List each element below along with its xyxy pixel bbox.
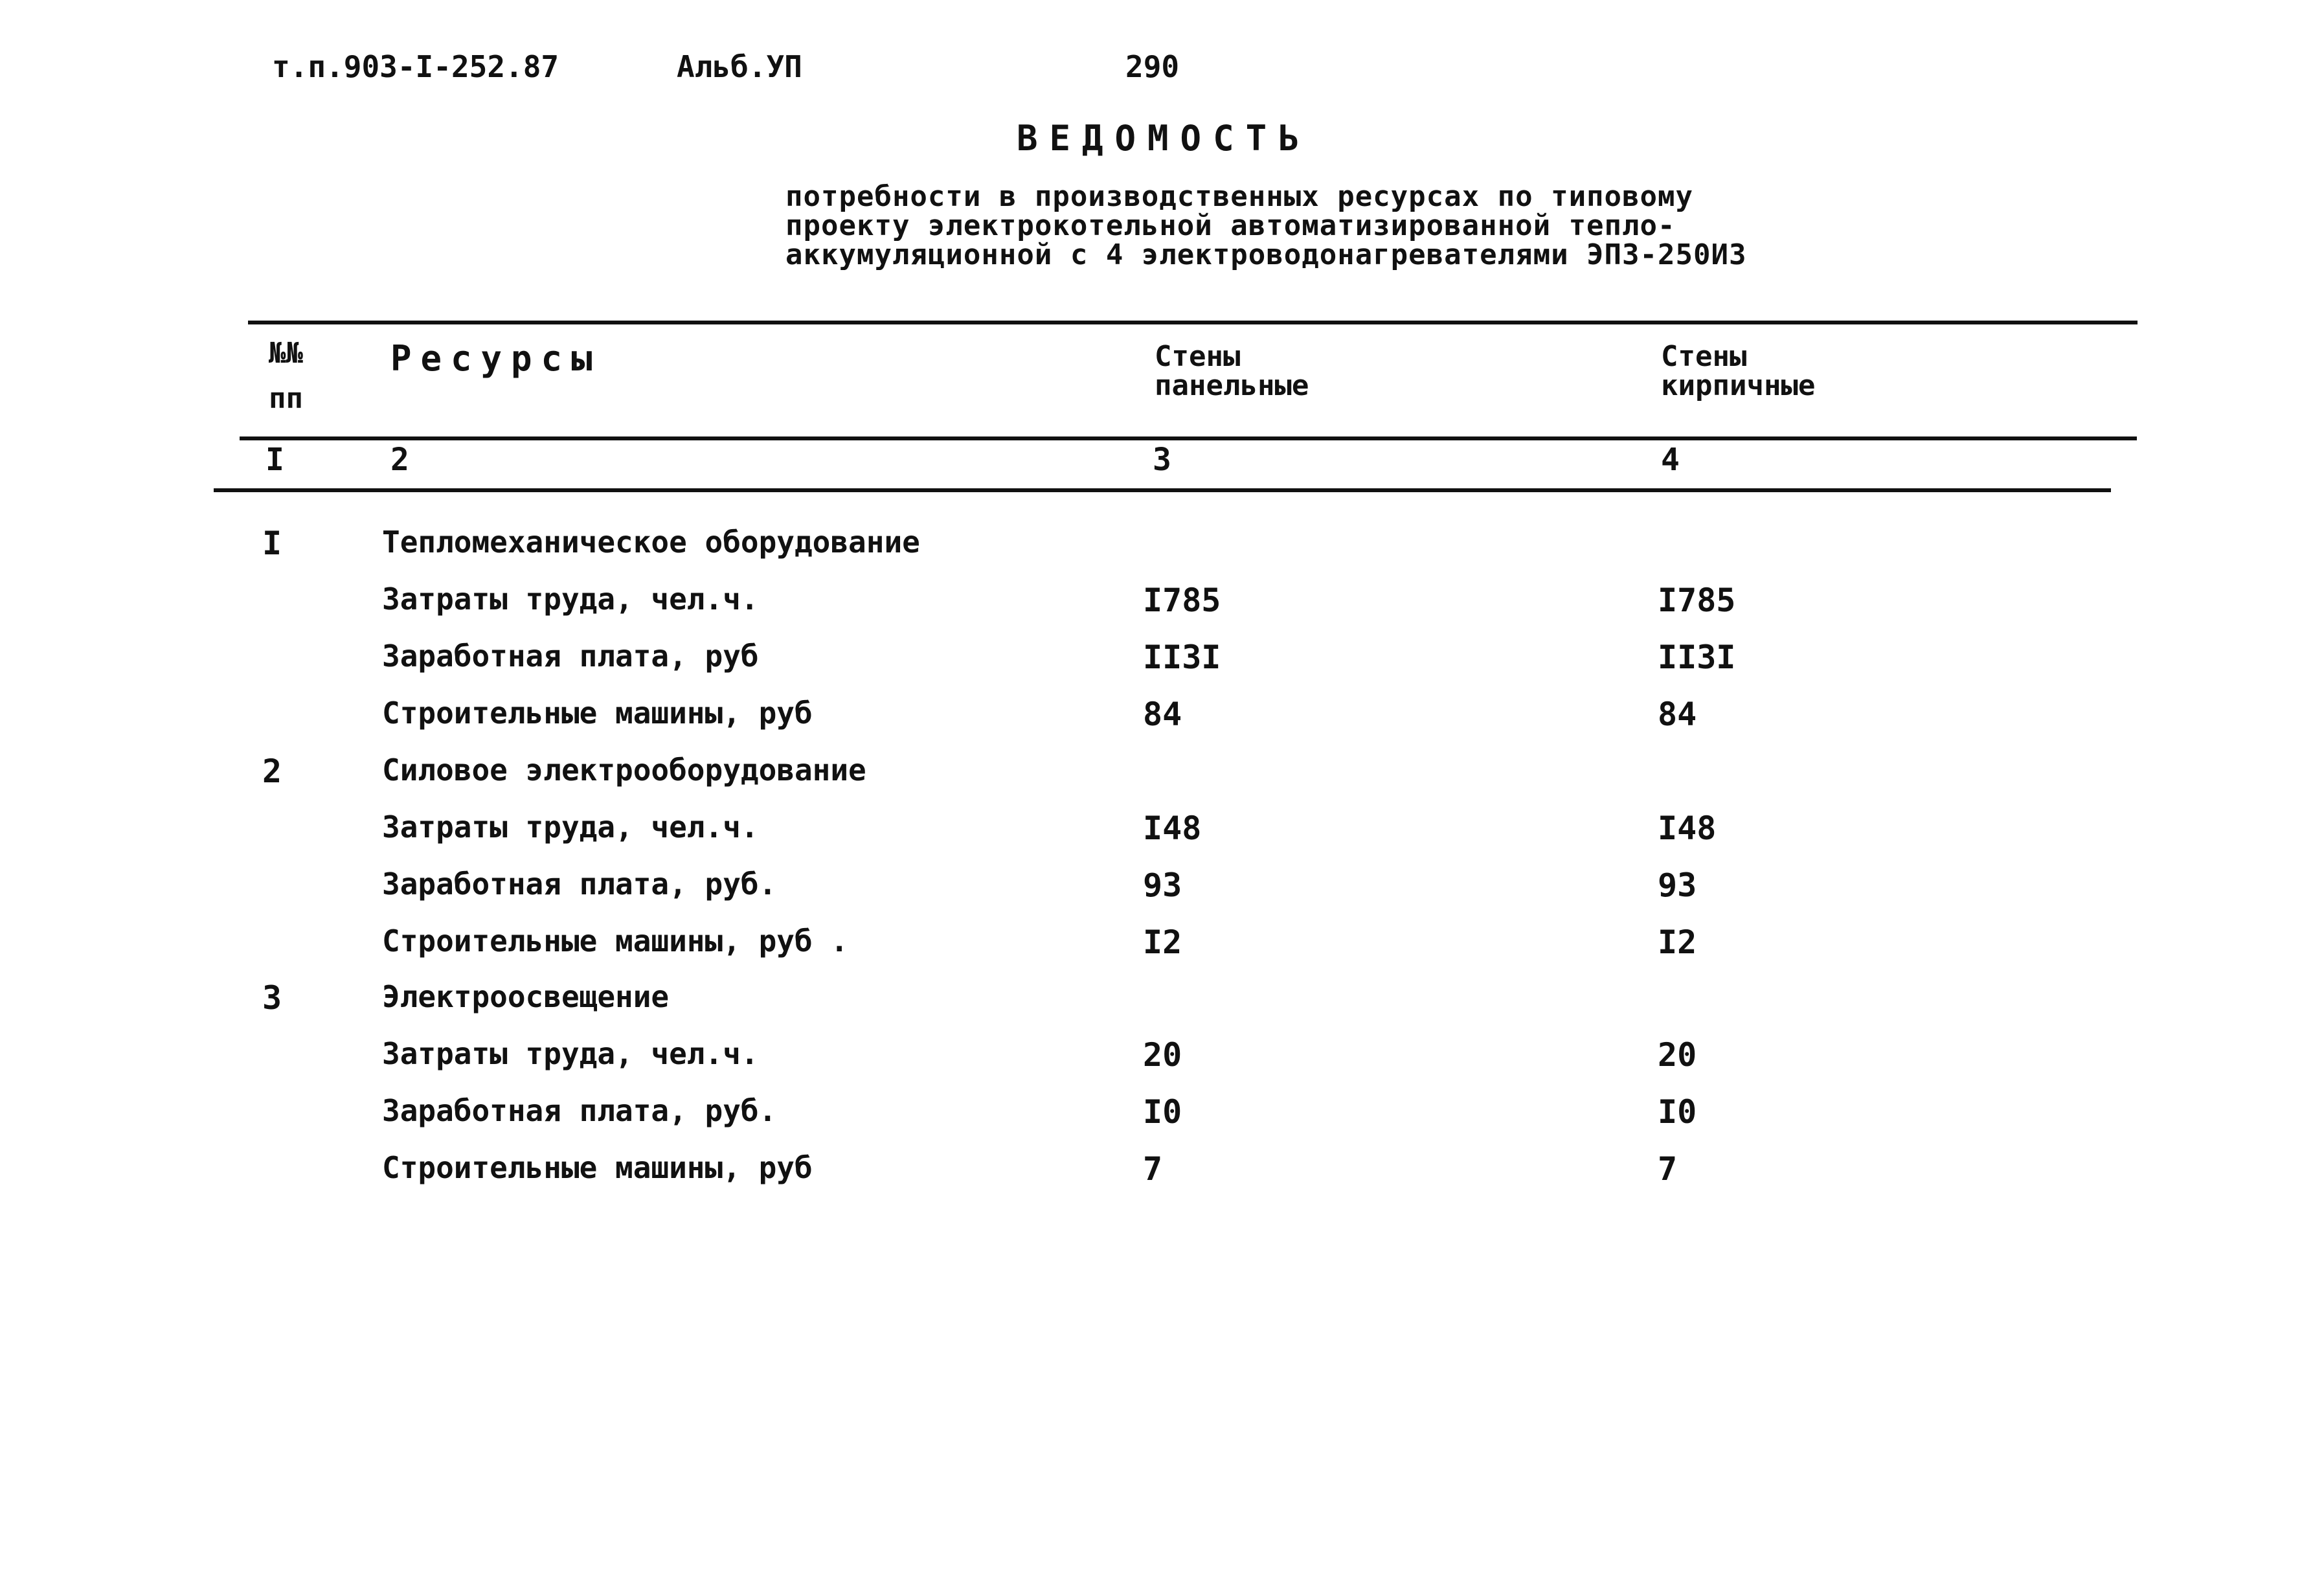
- panel-value: 93: [1143, 867, 1182, 904]
- table-header-rule: [240, 436, 2137, 440]
- document-code: т.п.903-I-252.87: [272, 49, 559, 84]
- panel-value: 84: [1143, 696, 1182, 733]
- document-title: ВЕДОМОСТЬ: [1017, 118, 1311, 159]
- resource-label: Строительные машины, руб: [382, 696, 813, 731]
- section-number: 3: [262, 979, 282, 1017]
- table-row: [0, 810, 2324, 867]
- resource-label: Затраты труда, чел.ч.: [382, 810, 759, 844]
- table-row: [0, 867, 2324, 923]
- page-number: 290: [1125, 49, 1180, 84]
- panel-value: 7: [1143, 1150, 1163, 1188]
- table-row: [0, 582, 2324, 639]
- table-top-rule: [248, 321, 2138, 324]
- resource-label: Затраты труда, чел.ч.: [382, 582, 759, 617]
- resource-label: Строительные машины, руб: [382, 1150, 813, 1185]
- panel-value: II3I: [1143, 639, 1221, 676]
- column-header-panel-walls: Стены: [1155, 340, 1241, 373]
- resource-label: Заработная плата, руб.: [382, 867, 777, 901]
- subtitle-line: потребности в производственных ресурсах по типовому: [785, 180, 1694, 213]
- panel-value: I785: [1143, 582, 1221, 619]
- brick-value: I785: [1658, 582, 1736, 619]
- column-index: 2: [390, 442, 409, 478]
- section-title: Тепломеханическое оборудование: [382, 525, 920, 560]
- table-index-rule: [214, 488, 2111, 492]
- brick-value: II3I: [1658, 639, 1736, 676]
- section-title: Силовое электрооборудование: [382, 753, 866, 788]
- brick-value: 84: [1658, 696, 1697, 733]
- resource-label: Заработная плата, руб.: [382, 1093, 777, 1128]
- brick-value: I0: [1658, 1093, 1697, 1131]
- brick-value: 20: [1658, 1036, 1697, 1074]
- section-row: [0, 525, 2324, 582]
- brick-value: 7: [1658, 1150, 1678, 1188]
- table-row: [0, 1093, 2324, 1150]
- column-header-resources: Ресурсы: [390, 338, 602, 379]
- table-row: [0, 923, 2324, 980]
- brick-value: I48: [1658, 810, 1717, 847]
- column-header-number: №№: [269, 337, 303, 370]
- section-row: [0, 979, 2324, 1036]
- section-number: I: [262, 525, 282, 562]
- subtitle-line: аккумуляционной с 4 электроводонагревателями ЭПЗ-250ИЗ: [785, 238, 1747, 271]
- column-header-brick-walls: Стены: [1661, 340, 1747, 373]
- column-header-panel-walls-line2: панельные: [1155, 369, 1309, 402]
- column-index: 3: [1153, 442, 1171, 478]
- panel-value: I48: [1143, 810, 1202, 847]
- panel-value: 20: [1143, 1036, 1182, 1074]
- column-index: I: [265, 442, 284, 478]
- brick-value: 93: [1658, 867, 1697, 904]
- column-header-number-line2: пп: [269, 382, 303, 415]
- panel-value: I0: [1143, 1093, 1182, 1131]
- resource-label: Затраты труда, чел.ч.: [382, 1036, 759, 1071]
- table-row: [0, 639, 2324, 696]
- subtitle-line: проекту электрокотельной автоматизированной тепло-: [785, 209, 1676, 242]
- section-number: 2: [262, 753, 282, 790]
- table-row: [0, 696, 2324, 753]
- table-row: [0, 1150, 2324, 1207]
- brick-value: I2: [1658, 923, 1697, 961]
- table-row: [0, 1036, 2324, 1093]
- section-title: Электроосвещение: [382, 979, 670, 1014]
- column-index: 4: [1661, 442, 1680, 478]
- column-header-brick-walls-line2: кирпичные: [1661, 369, 1816, 402]
- album-number: Альб.УП: [677, 49, 802, 84]
- section-row: [0, 753, 2324, 810]
- resource-label: Строительные машины, руб .: [382, 923, 849, 958]
- panel-value: I2: [1143, 923, 1182, 961]
- resource-label: Заработная плата, руб: [382, 639, 759, 674]
